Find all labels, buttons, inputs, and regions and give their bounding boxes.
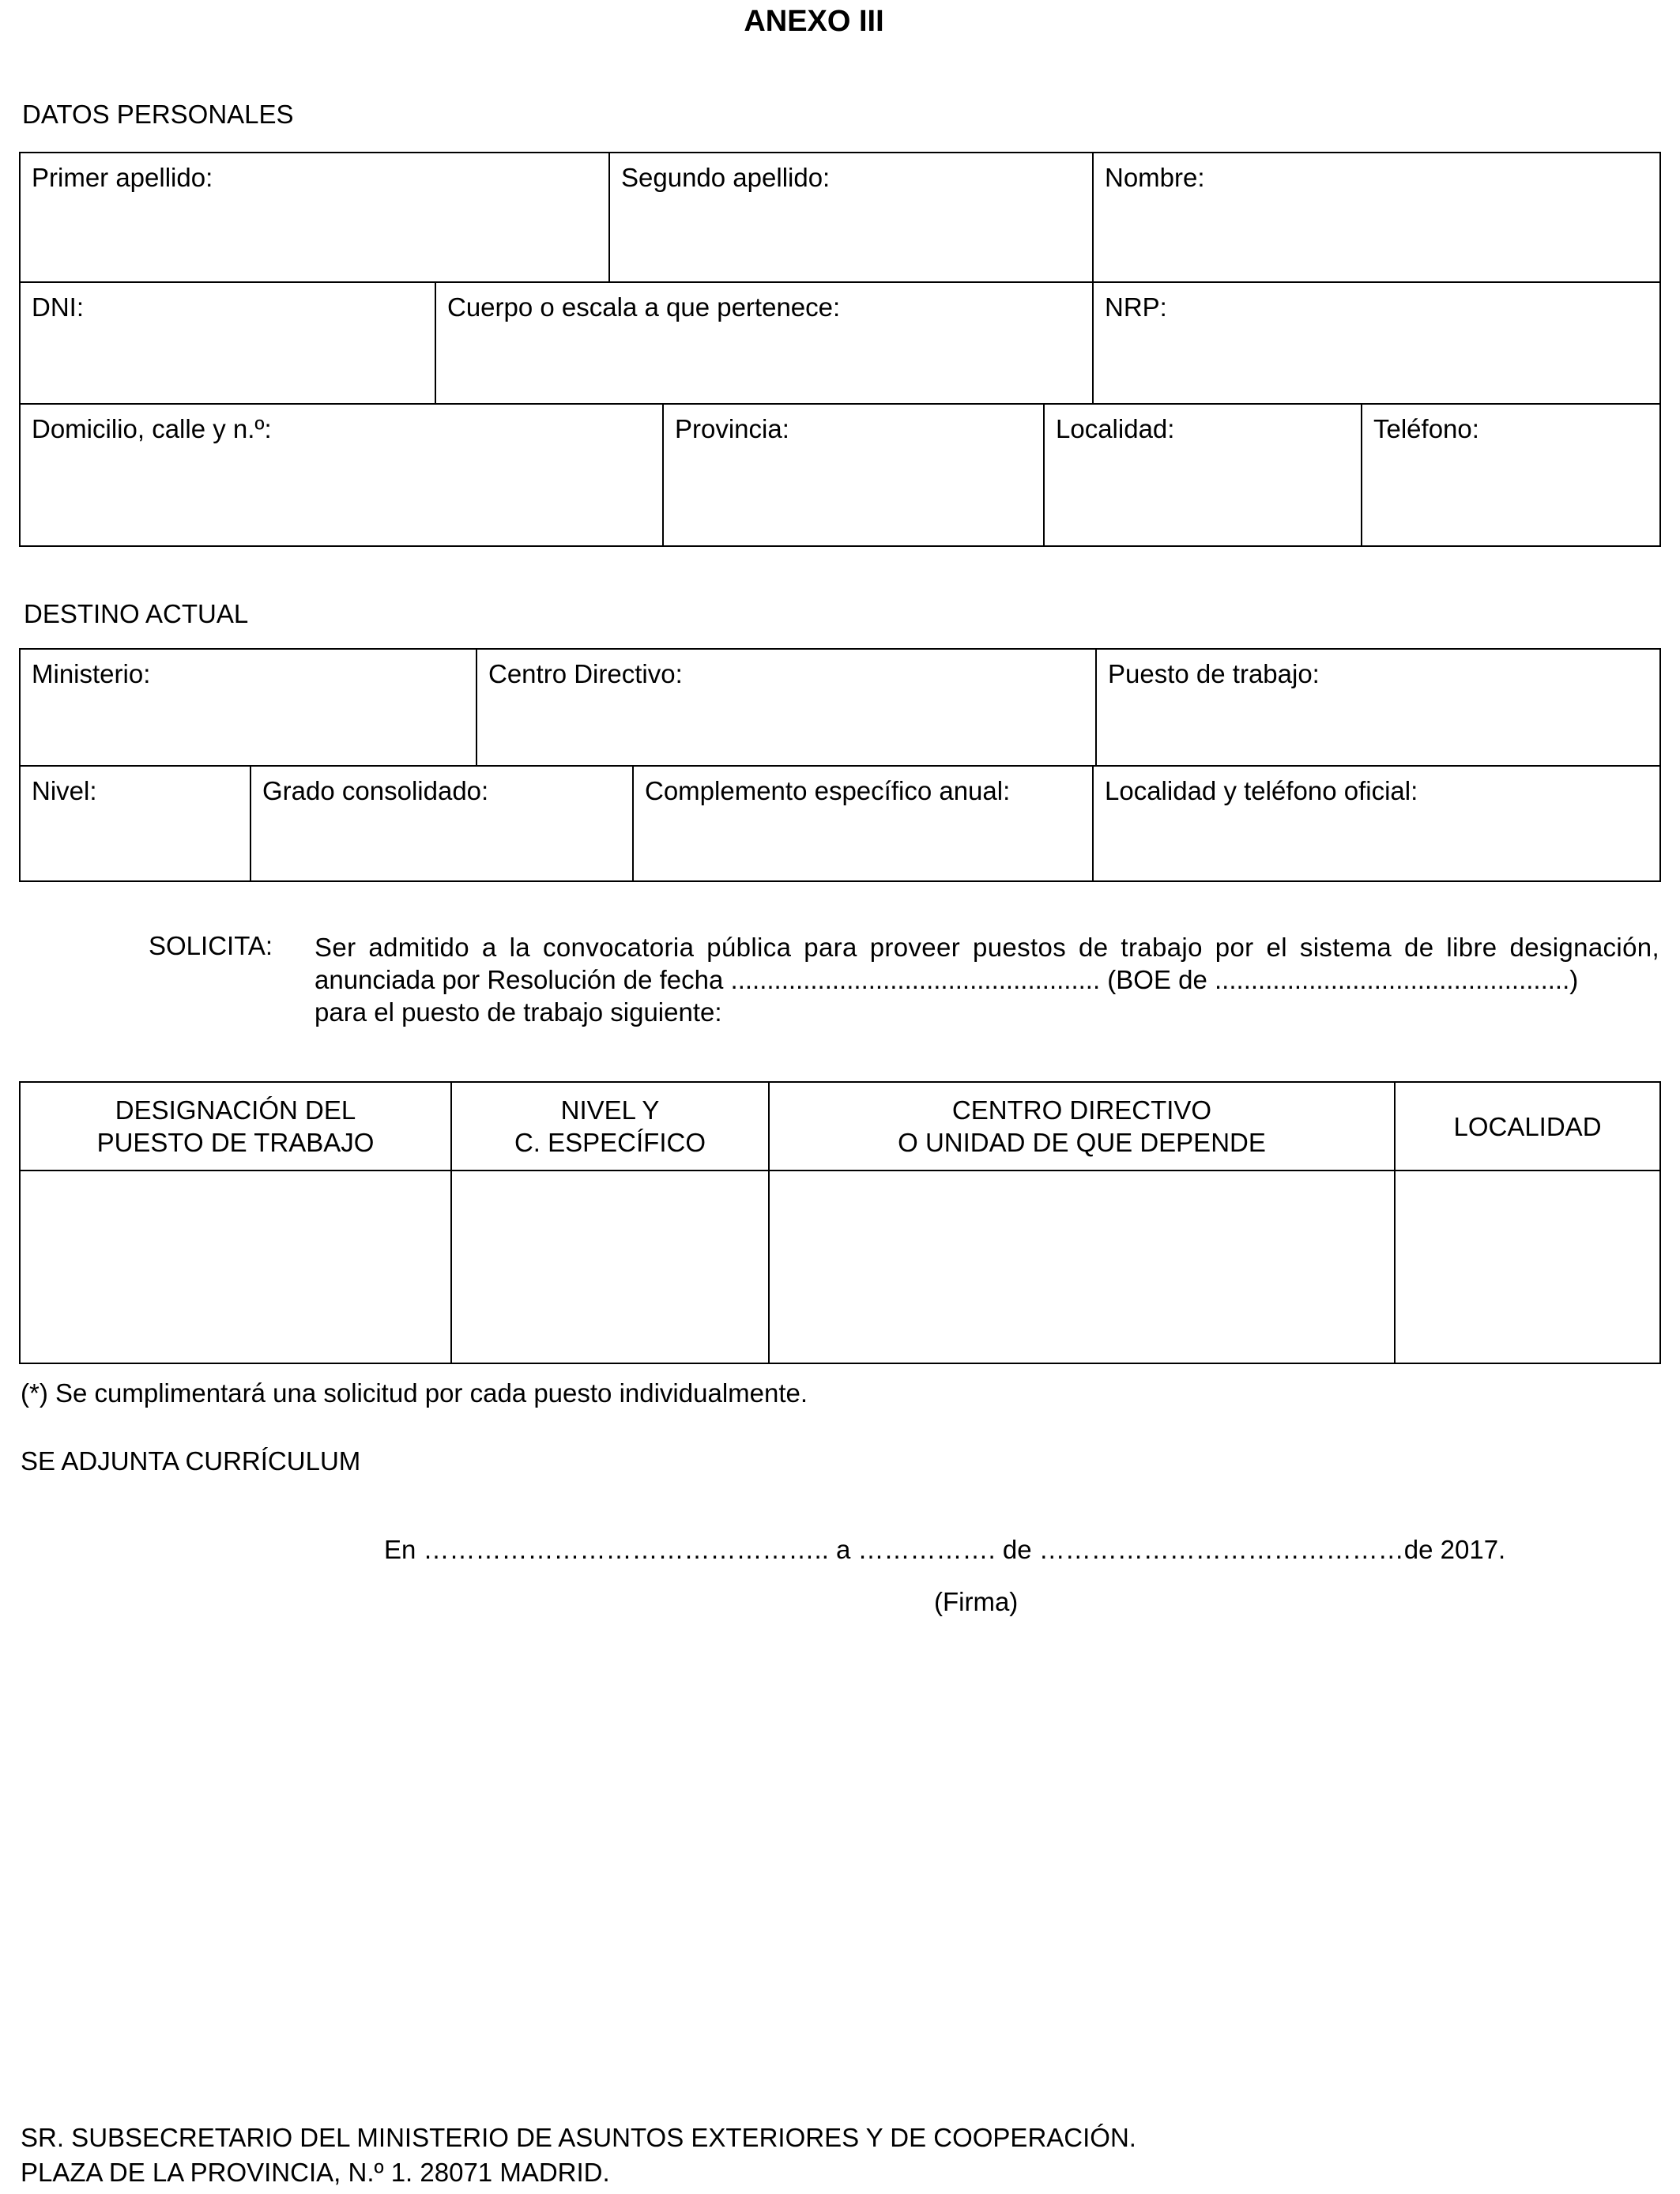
solicita-label: SOLICITA: (149, 931, 273, 960)
segundo-apellido-label: Segundo apellido: (621, 163, 831, 192)
cuerpo-escala-label: Cuerpo o escala a que pertenece: (447, 292, 841, 322)
domicilio-field[interactable] (20, 404, 663, 546)
nivel-label: Nivel: (32, 776, 97, 805)
solicita-text (315, 931, 1659, 1028)
solicita-line-3: para el puesto de trabajo siguiente: (315, 997, 722, 1027)
primer-apellido-label: Primer apellido: (32, 163, 213, 192)
footer-line-2: PLAZA DE LA PROVINCIA, N.º 1. 28071 MADRID. (21, 2158, 610, 2187)
localidad-cell[interactable] (1395, 1171, 1660, 1363)
grado-consolidado-label: Grado consolidado: (262, 776, 489, 805)
nivel-field[interactable] (20, 766, 250, 881)
grado-consolidado-field[interactable] (250, 766, 633, 881)
solicita-line-1: Ser admitido a la convocatoria pública para proveer puestos de trabajo por el sistema de libre designación, (315, 933, 1659, 962)
destino-actual-table-row2 (19, 765, 1661, 882)
puesto-table (19, 1081, 1661, 1364)
provincia-field[interactable] (663, 404, 1044, 546)
provincia-label: Provincia: (675, 414, 789, 443)
complemento-especifico-label: Complemento específico anual: (645, 776, 1011, 805)
segundo-apellido-field[interactable] (609, 153, 1093, 282)
header-nivel (451, 1082, 769, 1171)
datos-personales-table-row2 (19, 281, 1661, 405)
puesto-trabajo-field[interactable] (1096, 649, 1660, 766)
destino-actual-table (19, 648, 1661, 767)
header-centro-directivo (769, 1082, 1395, 1171)
header-localidad-line1: LOCALIDAD (1453, 1111, 1602, 1141)
nombre-label: Nombre: (1105, 163, 1205, 192)
localidad-telefono-oficial-label: Localidad y teléfono oficial: (1105, 776, 1418, 805)
ministerio-field[interactable] (20, 649, 477, 766)
domicilio-label: Domicilio, calle y n.º: (32, 414, 272, 443)
adjunta-curriculum: SE ADJUNTA CURRÍCULUM (21, 1446, 361, 1476)
header-nivel-line2: C. ESPECÍFICO (514, 1128, 706, 1157)
datos-personales-table-row3 (19, 403, 1661, 547)
nrp-field[interactable] (1093, 282, 1660, 404)
localidad-telefono-oficial-field[interactable] (1093, 766, 1660, 881)
note: (*) Se cumplimentará una solicitud por cada puesto individualmente. (21, 1378, 808, 1408)
solicita-line-2: anunciada por Resolución de fecha ................................................... (BOE de .................................................) (315, 965, 1579, 994)
nombre-field[interactable] (1093, 153, 1660, 282)
nivel-especifico-cell[interactable] (451, 1171, 769, 1363)
puesto-trabajo-label: Puesto de trabajo: (1108, 659, 1320, 688)
section-heading-datos-personales: DATOS PERSONALES (22, 100, 294, 129)
header-centro-line1: CENTRO DIRECTIVO (951, 1095, 1212, 1125)
dni-field[interactable] (20, 282, 435, 404)
localidad-label: Localidad: (1056, 414, 1175, 443)
page-title: ANEXO III (744, 5, 884, 38)
header-nivel-line1: NIVEL Y (560, 1095, 660, 1125)
header-localidad (1395, 1082, 1660, 1171)
footer-line-1: SR. SUBSECRETARIO DEL MINISTERIO DE ASUNTOS EXTERIORES Y DE COOPERACIÓN. (21, 2123, 1136, 2152)
telefono-field[interactable] (1362, 404, 1660, 546)
complemento-especifico-field[interactable] (633, 766, 1093, 881)
centro-directivo-label: Centro Directivo: (488, 659, 683, 688)
header-designacion-line2: PUESTO DE TRABAJO (96, 1128, 375, 1157)
dni-label: DNI: (32, 292, 84, 322)
centro-directivo-field[interactable] (477, 649, 1096, 766)
fecha-line[interactable]: En ……………………………………….. a ……………. de ……………………………………de 2017. (384, 1535, 1506, 1564)
centro-directivo-cell[interactable] (769, 1171, 1395, 1363)
header-centro-line2: O UNIDAD DE QUE DEPENDE (898, 1128, 1266, 1157)
designacion-cell[interactable] (20, 1171, 451, 1363)
nrp-label: NRP: (1105, 292, 1167, 322)
firma-label: (Firma) (934, 1587, 1019, 1616)
telefono-label: Teléfono: (1373, 414, 1479, 443)
primer-apellido-field[interactable] (20, 153, 609, 282)
localidad-field[interactable] (1044, 404, 1362, 546)
cuerpo-escala-field[interactable] (435, 282, 1093, 404)
header-designacion (20, 1082, 451, 1171)
header-designacion-line1: DESIGNACIÓN DEL (115, 1095, 356, 1125)
section-heading-destino-actual: DESTINO ACTUAL (24, 599, 249, 628)
datos-personales-table (19, 152, 1661, 283)
ministerio-label: Ministerio: (32, 659, 151, 688)
